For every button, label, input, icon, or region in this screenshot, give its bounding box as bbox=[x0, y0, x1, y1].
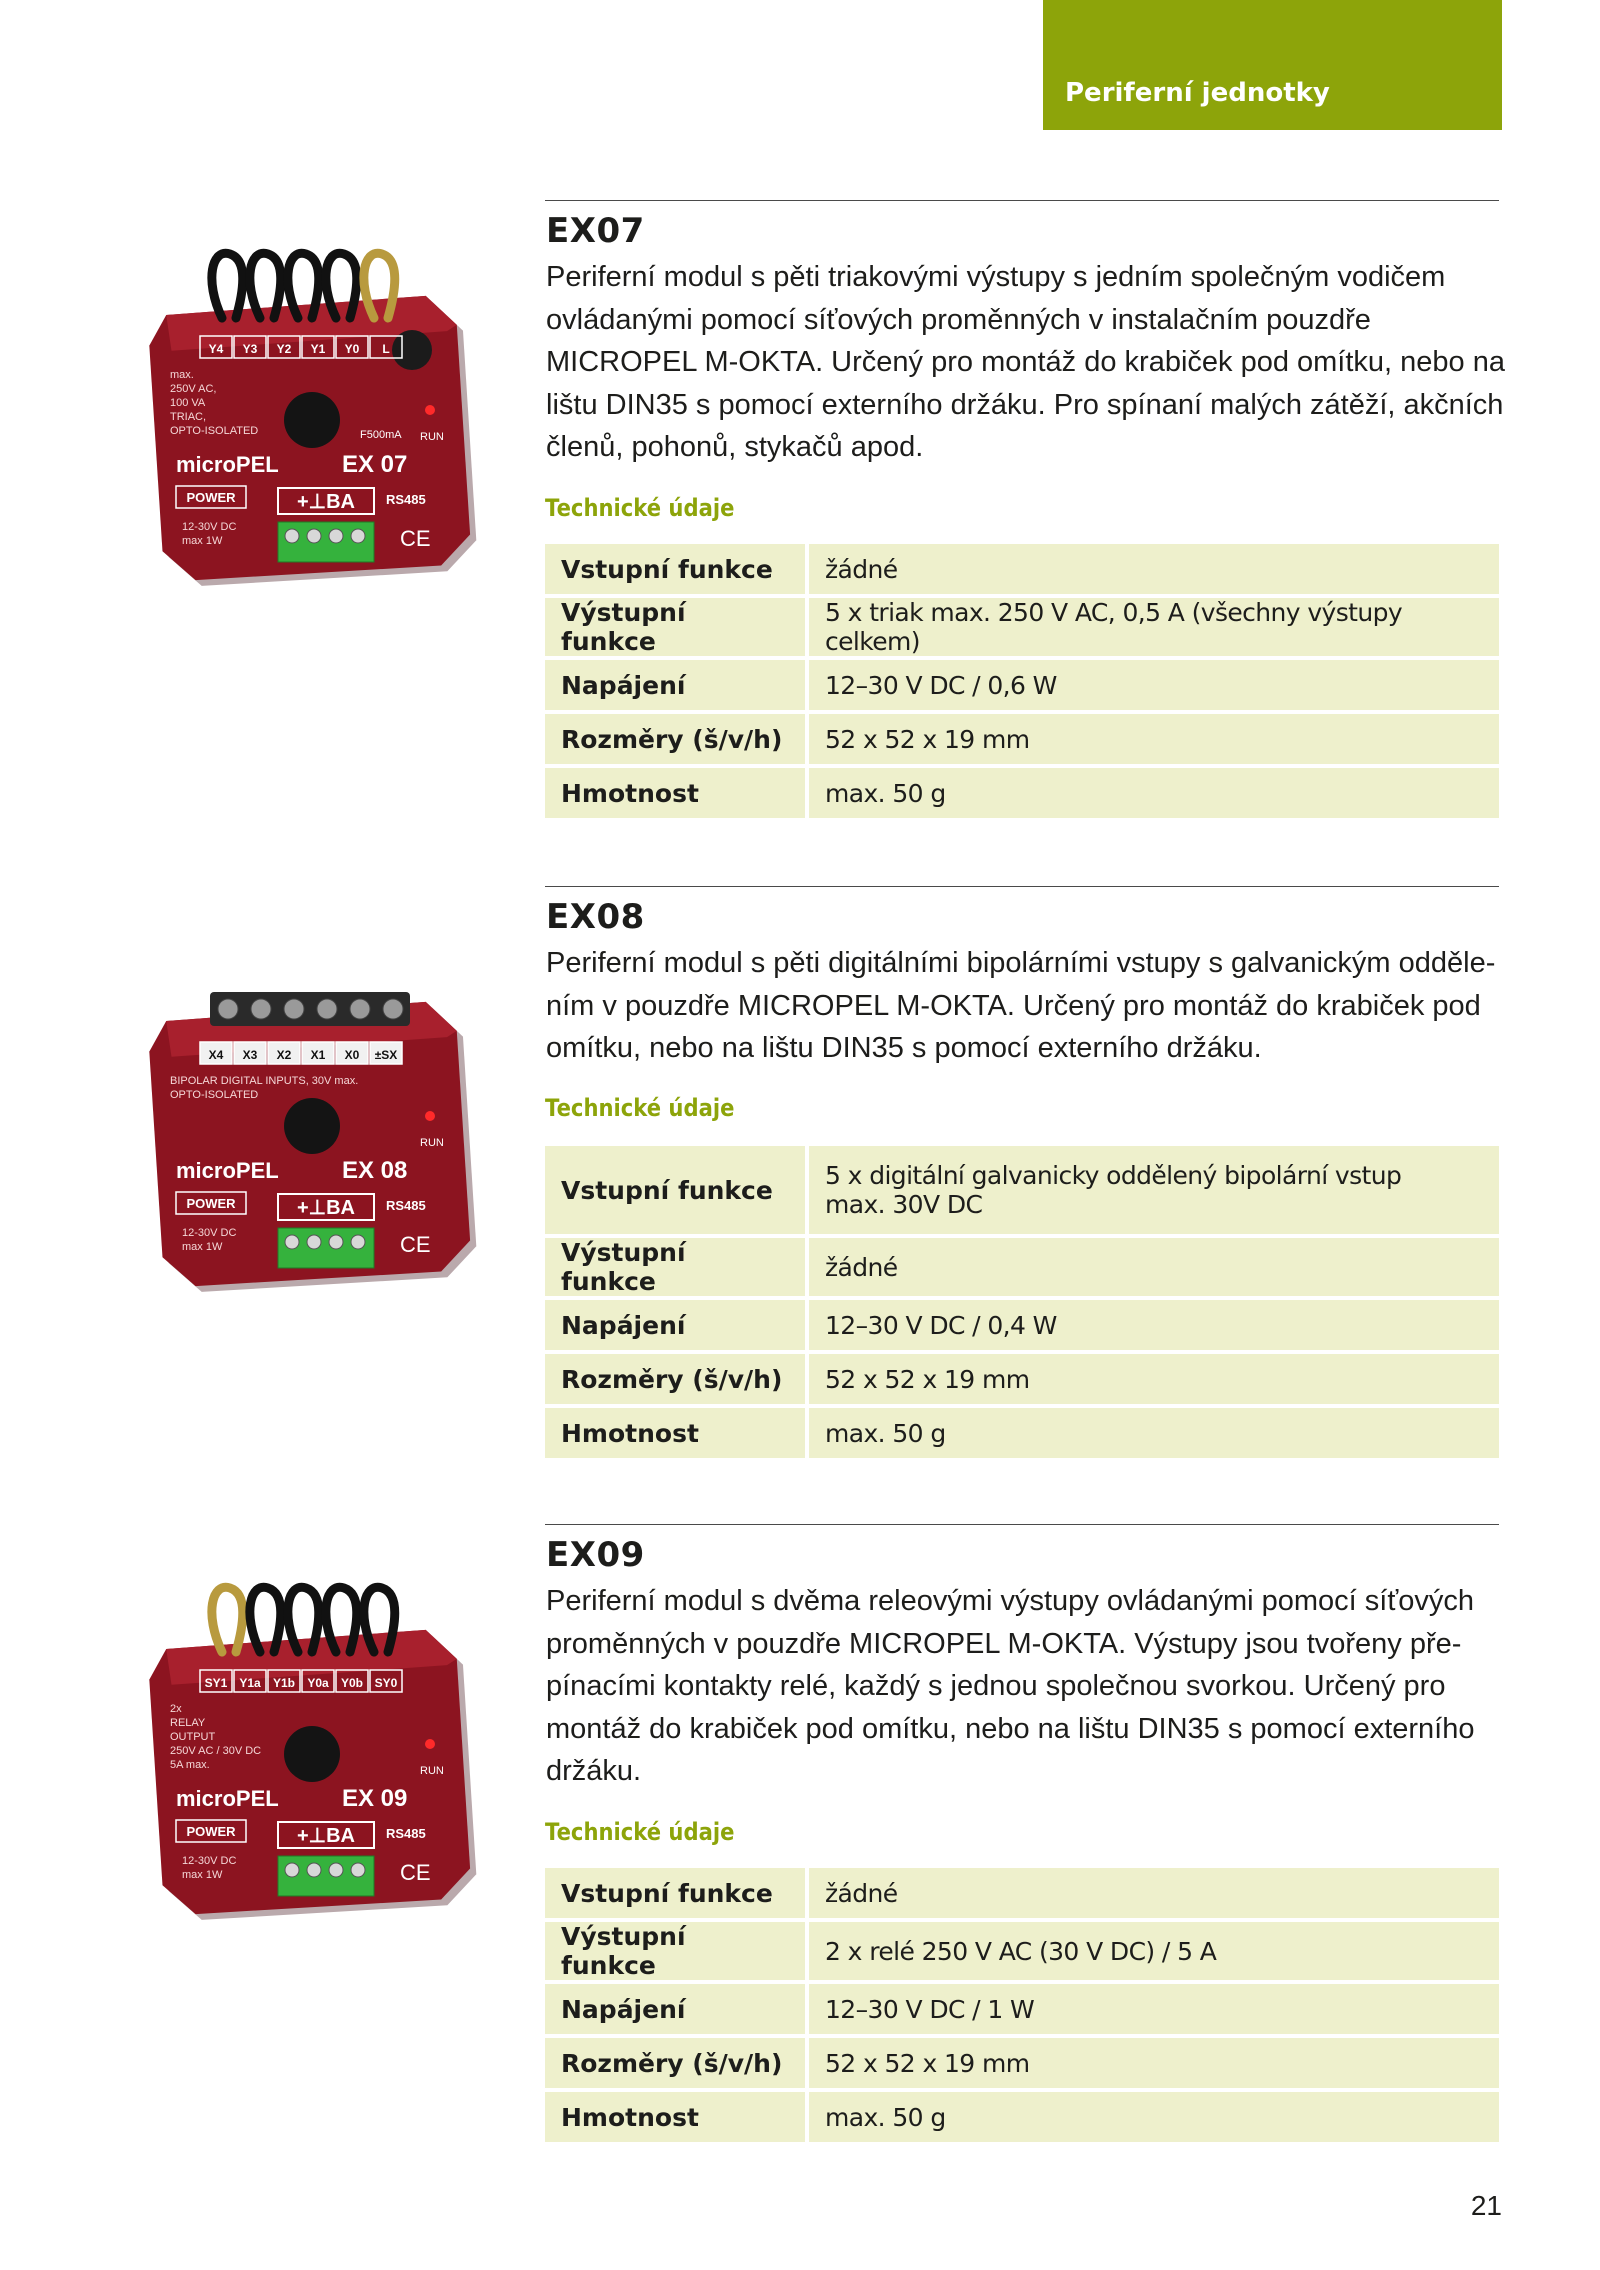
spec-key: Výstupní funkce bbox=[545, 598, 809, 656]
module-spec-text: TRIAC, bbox=[170, 411, 207, 423]
spec-row bbox=[545, 1922, 1499, 1980]
ce-mark: CE bbox=[400, 1232, 431, 1257]
spec-value: žádné bbox=[809, 544, 1499, 594]
spec-key: Rozměry (š/v/h) bbox=[545, 2038, 809, 2088]
product-model: EX07 bbox=[546, 211, 645, 251]
input-terminal-block bbox=[210, 992, 410, 1026]
pin-label: Y0b bbox=[340, 1676, 364, 1690]
green-terminal-screw bbox=[307, 1235, 321, 1249]
module-photo bbox=[130, 946, 490, 1306]
product-model: EX08 bbox=[546, 897, 645, 937]
pin-label: Y0 bbox=[344, 342, 360, 356]
spec-table bbox=[545, 1142, 1499, 1462]
spec-value: max. 50 g bbox=[809, 1408, 1499, 1458]
spec-row bbox=[545, 1146, 1499, 1234]
bus-label: RS485 bbox=[386, 1826, 426, 1841]
spec-key: Napájení bbox=[545, 1984, 809, 2034]
pin-label: L bbox=[382, 342, 390, 356]
supply-text: max 1W bbox=[182, 535, 223, 547]
spec-value: max. 50 g bbox=[809, 768, 1499, 818]
supply-text: max 1W bbox=[182, 1241, 223, 1253]
pin-label: X1 bbox=[310, 1048, 326, 1062]
spec-table bbox=[545, 540, 1499, 822]
product-description: Periferní modul s pěti triakovými výstupy s jedním společným vodičem ovládanými pomocí síťových proměnných v instalačním pouzdře MICROPEL M-OKTA. Určený pro montáž do krabiček pod omítku, nebo na lištu DIN35 s pomocí externího držáku. Pro spínaní malých zátěží, akčních členů, pohonů, stykačů apod. bbox=[546, 261, 1505, 463]
spec-row bbox=[545, 2092, 1499, 2142]
module-spec-text: 250V AC / 30V DC bbox=[170, 1745, 262, 1757]
spec-value: 52 x 52 x 19 mm bbox=[809, 1354, 1499, 1404]
spec-value: 12–30 V DC / 0,4 W bbox=[809, 1300, 1499, 1350]
supply-text: 12-30V DC bbox=[182, 1227, 237, 1239]
module-spec-text: 100 VA bbox=[170, 397, 206, 409]
spec-row bbox=[545, 1354, 1499, 1404]
pin-label: Y1a bbox=[239, 1676, 261, 1690]
pin-label: Y2 bbox=[276, 342, 292, 356]
green-terminal bbox=[278, 1228, 374, 1268]
page-number: 21 bbox=[1470, 2190, 1502, 2221]
pin-label: X4 bbox=[208, 1048, 224, 1062]
green-terminal-screw bbox=[329, 1235, 343, 1249]
run-label: RUN bbox=[420, 431, 444, 443]
green-terminal-screw bbox=[307, 1863, 321, 1877]
spec-value: 12–30 V DC / 0,6 W bbox=[809, 660, 1499, 710]
module-spec-text: BIPOLAR DIGITAL INPUTS, 30V max. bbox=[170, 1075, 359, 1087]
section-divider bbox=[545, 886, 1499, 887]
green-terminal-screw bbox=[329, 1863, 343, 1877]
ce-mark: CE bbox=[400, 1860, 431, 1885]
spec-value bbox=[809, 1146, 1499, 1234]
spec-row bbox=[545, 598, 1499, 656]
spec-value-line: max. 30V DC bbox=[825, 1190, 983, 1219]
spec-value: žádné bbox=[809, 1868, 1499, 1918]
spec-value: 2 x relé 250 V AC (30 V DC) / 5 A bbox=[809, 1922, 1499, 1980]
section-divider bbox=[545, 200, 1499, 201]
green-terminal-screw bbox=[351, 1235, 365, 1249]
supply-text: max 1W bbox=[182, 1869, 223, 1881]
spec-value: 5 x triak max. 250 V AC, 0,5 A (všechny výstupy celkem) bbox=[809, 598, 1499, 656]
terminal-screw bbox=[317, 999, 337, 1019]
spec-key: Rozměry (š/v/h) bbox=[545, 1354, 809, 1404]
spec-row bbox=[545, 2038, 1499, 2088]
terminal-housing bbox=[210, 992, 410, 1026]
knob bbox=[284, 1726, 340, 1782]
module-spec-text: 250V AC, bbox=[170, 383, 217, 395]
spec-key: Rozměry (š/v/h) bbox=[545, 714, 809, 764]
module-spec-text: OPTO-ISOLATED bbox=[170, 1089, 259, 1101]
green-terminal-screw bbox=[285, 1863, 299, 1877]
module-spec-text: 2x bbox=[170, 1703, 182, 1715]
brand-logo: microPEL bbox=[176, 452, 279, 477]
green-terminal-screw bbox=[351, 529, 365, 543]
spec-row bbox=[545, 1868, 1499, 1918]
section-divider bbox=[545, 1524, 1499, 1525]
module-spec-text: max. bbox=[170, 369, 194, 381]
run-led bbox=[425, 1111, 435, 1121]
power-label: POWER bbox=[186, 490, 236, 505]
spec-row bbox=[545, 1238, 1499, 1296]
tech-specs-heading: Technické údaje bbox=[545, 1818, 735, 1846]
brand-logo: microPEL bbox=[176, 1158, 279, 1183]
pin-label: Y4 bbox=[208, 342, 224, 356]
module-spec-text: RELAY bbox=[170, 1717, 206, 1729]
terminal-label: +⊥BA bbox=[297, 491, 355, 513]
knob bbox=[284, 392, 340, 448]
terminal-label: +⊥BA bbox=[297, 1825, 355, 1847]
bus-label: RS485 bbox=[386, 1198, 426, 1213]
module-spec-text: 5A max. bbox=[170, 1759, 210, 1771]
green-terminal-screw bbox=[329, 529, 343, 543]
product-model: EX09 bbox=[546, 1535, 645, 1575]
pin-label: Y1 bbox=[310, 342, 326, 356]
run-led bbox=[425, 1739, 435, 1749]
spec-row bbox=[545, 768, 1499, 818]
spec-value: max. 50 g bbox=[809, 2092, 1499, 2142]
spec-key: Vstupní funkce bbox=[545, 1868, 809, 1918]
pin-label: X0 bbox=[344, 1048, 360, 1062]
model-label: EX 07 bbox=[342, 451, 408, 478]
spec-key: Hmotnost bbox=[545, 2092, 809, 2142]
spec-key: Hmotnost bbox=[545, 768, 809, 818]
module-spec-text: OUTPUT bbox=[170, 1731, 216, 1743]
green-terminal-screw bbox=[285, 529, 299, 543]
brand-logo: microPEL bbox=[176, 1786, 279, 1811]
wire bbox=[212, 253, 243, 318]
terminal-screw bbox=[383, 999, 403, 1019]
spec-key: Výstupní funkce bbox=[545, 1238, 809, 1296]
power-label: POWER bbox=[186, 1824, 236, 1839]
pin-label: X2 bbox=[276, 1048, 292, 1062]
spec-value: 52 x 52 x 19 mm bbox=[809, 714, 1499, 764]
model-label: EX 09 bbox=[342, 1785, 408, 1812]
terminal-label: +⊥BA bbox=[297, 1197, 355, 1219]
spec-table bbox=[545, 1864, 1499, 2146]
product-description: Periferní modul s pěti digitálními bipolárními vstupy s galvanickým oddělením v pouzdře MICROPEL M-OKTA. Určený pro montáž do krabiček pod omítku, nebo na lištu DIN35 s pomocí externího držáku. bbox=[546, 947, 1496, 1064]
bus-label: RS485 bbox=[386, 492, 426, 507]
ce-mark: CE bbox=[400, 526, 431, 551]
run-led bbox=[425, 405, 435, 415]
green-terminal-screw bbox=[307, 529, 321, 543]
spec-value: 12–30 V DC / 1 W bbox=[809, 1984, 1499, 2034]
spec-value: 52 x 52 x 19 mm bbox=[809, 2038, 1499, 2088]
terminal-screw bbox=[218, 999, 238, 1019]
tech-specs-heading: Technické údaje bbox=[545, 494, 735, 522]
run-label: RUN bbox=[420, 1765, 444, 1777]
spec-key: Napájení bbox=[545, 1300, 809, 1350]
spec-key: Výstupní funkce bbox=[545, 1922, 809, 1980]
power-label: POWER bbox=[186, 1196, 236, 1211]
supply-text: 12-30V DC bbox=[182, 521, 237, 533]
spec-row bbox=[545, 1408, 1499, 1458]
product-description: Periferní modul s dvěma releovými výstupy ovládanými pomocí síťových proměnných v pouzdře MICROPEL M-OKTA. Výstupy jsou tvořeny přepínacími kontakty relé, každý s jednou společnou svorkou. Určený pro montáž do krabiček pod omítku, nebo na lištu DIN35 s pomocí externího držáku. bbox=[546, 1585, 1475, 1787]
pin-label: X3 bbox=[242, 1048, 258, 1062]
pin-label: Y0a bbox=[307, 1676, 329, 1690]
pin-label: SY0 bbox=[374, 1676, 398, 1690]
spec-value: žádné bbox=[809, 1238, 1499, 1296]
terminal-screw bbox=[284, 999, 304, 1019]
section-title: Periferní jednotky bbox=[1065, 78, 1330, 108]
model-label: EX 08 bbox=[342, 1157, 408, 1184]
section-tab bbox=[1043, 0, 1502, 130]
green-terminal-screw bbox=[285, 1235, 299, 1249]
spec-row bbox=[545, 544, 1499, 594]
module-spec-text: OPTO-ISOLATED bbox=[170, 425, 259, 437]
module-photo bbox=[130, 1574, 490, 1934]
green-terminal bbox=[278, 522, 374, 562]
terminal-screw bbox=[251, 999, 271, 1019]
spec-row bbox=[545, 714, 1499, 764]
spec-value-line: 5 x digitální galvanicky oddělený bipolární vstup bbox=[825, 1161, 1402, 1190]
tech-specs-heading: Technické údaje bbox=[545, 1094, 735, 1122]
spec-key: Napájení bbox=[545, 660, 809, 710]
pin-label: Y3 bbox=[242, 342, 258, 356]
spec-row bbox=[545, 660, 1499, 710]
pin-label: ±SX bbox=[374, 1048, 398, 1062]
green-terminal bbox=[278, 1856, 374, 1896]
supply-text: 12-30V DC bbox=[182, 1855, 237, 1867]
module-photo bbox=[130, 240, 490, 600]
run-label: RUN bbox=[420, 1137, 444, 1149]
knob bbox=[284, 1098, 340, 1154]
spec-row bbox=[545, 1300, 1499, 1350]
fuse-label: F500mA bbox=[360, 429, 402, 441]
pin-label: Y1b bbox=[272, 1676, 296, 1690]
spec-key: Vstupní funkce bbox=[545, 544, 809, 594]
spec-row bbox=[545, 1984, 1499, 2034]
green-terminal-screw bbox=[351, 1863, 365, 1877]
spec-key: Hmotnost bbox=[545, 1408, 809, 1458]
spec-key: Vstupní funkce bbox=[545, 1146, 809, 1234]
pin-label: SY1 bbox=[204, 1676, 228, 1690]
terminal-screw bbox=[350, 999, 370, 1019]
wire bbox=[212, 1587, 243, 1652]
